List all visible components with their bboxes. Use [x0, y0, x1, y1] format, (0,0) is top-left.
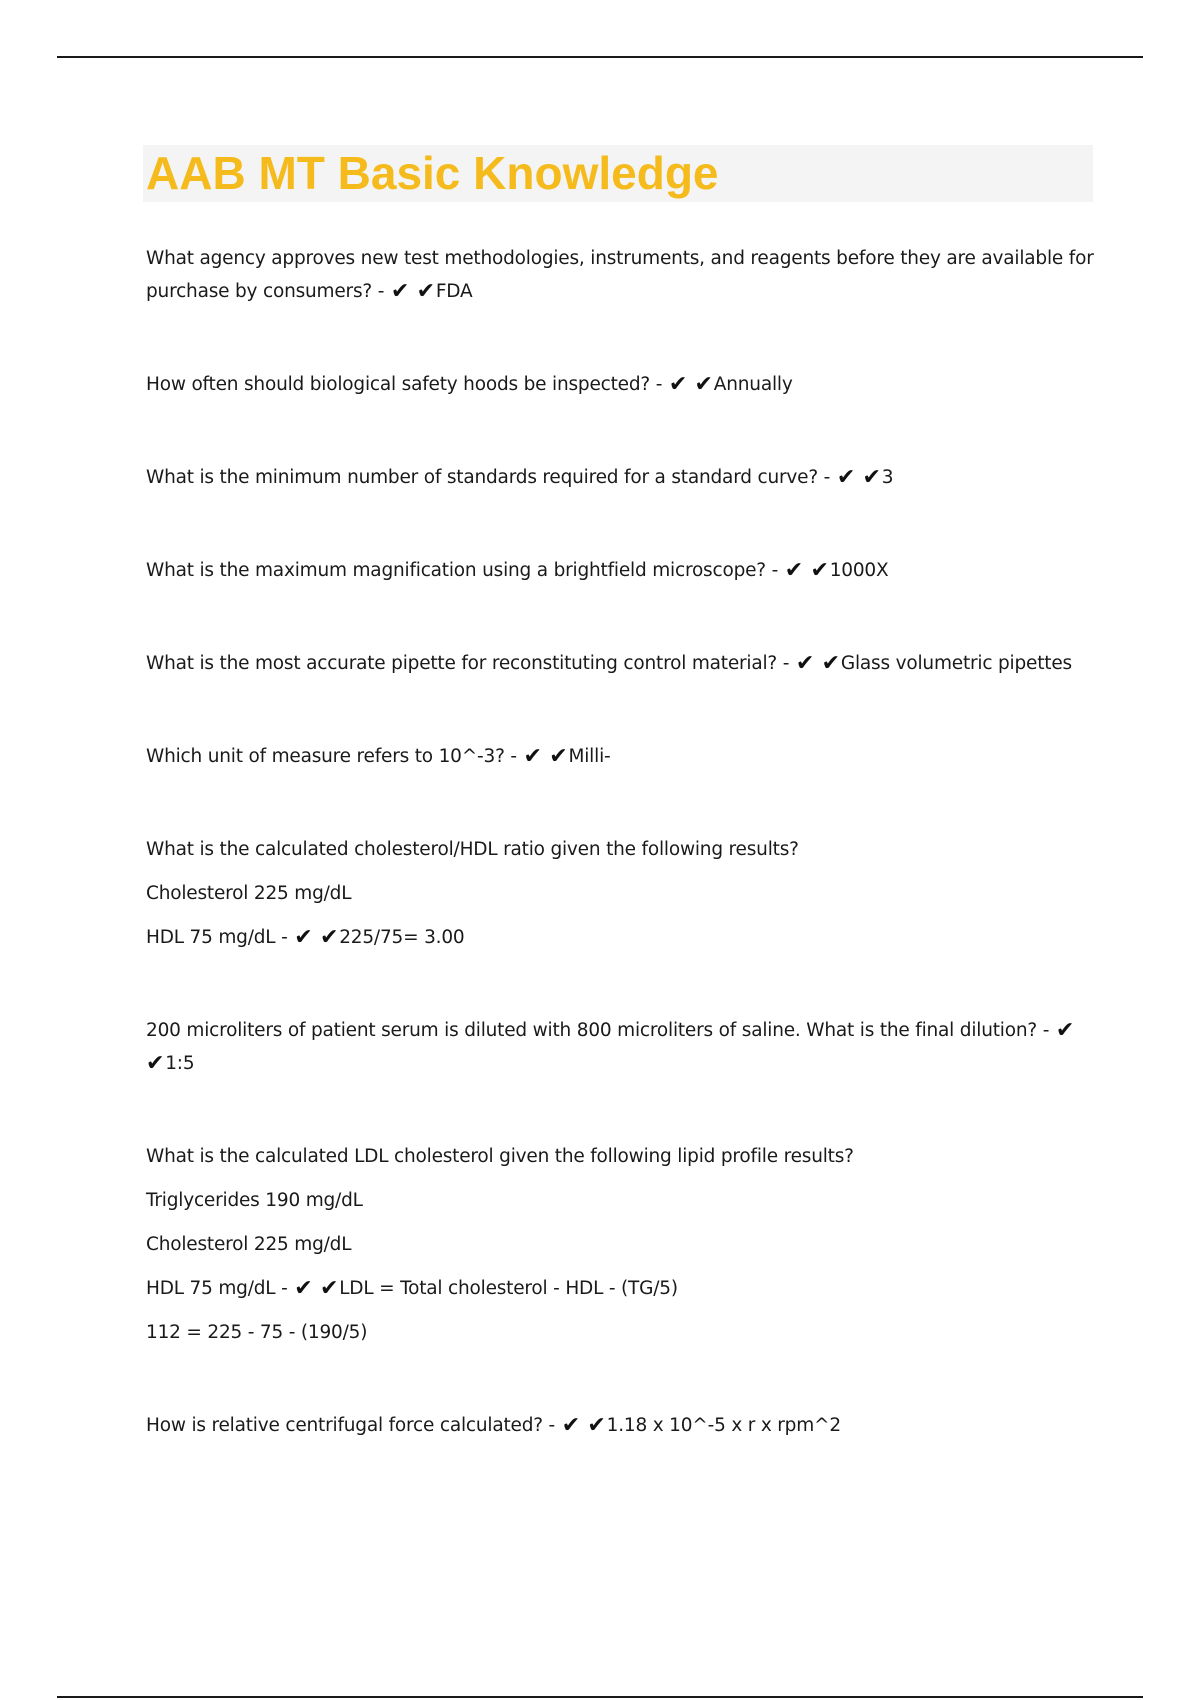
answer-separator: -: [275, 927, 294, 948]
question-text: What is the maximum magnification using a brightfield microscope?: [146, 560, 766, 581]
question-line: [146, 242, 1094, 308]
question-text: 200 microliters of patient serum is diluted with 800 microliters of saline. What is the final dilution?: [146, 1020, 1038, 1041]
double-check-icon: ✔ ✔: [294, 925, 339, 950]
double-check-icon: ✔ ✔: [561, 1413, 606, 1438]
answer-separator: -: [765, 560, 784, 581]
double-check-icon: ✔ ✔: [390, 279, 435, 304]
question-line: [146, 740, 1094, 773]
answer-text: Glass volumetric pipettes: [840, 653, 1072, 674]
qa-item: [146, 368, 1094, 401]
answer-text: LDL = Total cholesterol - HDL - (TG/5): [339, 1278, 678, 1299]
question-list: [146, 242, 1094, 1502]
question-text: How is relative centrifugal force calculated?: [146, 1415, 543, 1436]
question-context-line: Triglycerides 190 mg/dL: [146, 1190, 363, 1211]
qa-item: [146, 740, 1094, 773]
double-check-icon: ✔ ✔: [836, 465, 881, 490]
answer-text: FDA: [435, 281, 473, 302]
double-check-icon: ✔ ✔: [146, 1018, 1075, 1076]
answer-text: Annually: [713, 374, 793, 395]
double-check-icon: ✔ ✔: [294, 1276, 339, 1301]
qa-item: [146, 647, 1094, 680]
question-line: [146, 647, 1094, 680]
double-check-icon: ✔ ✔: [795, 651, 840, 676]
qa-item: [146, 461, 1094, 494]
question-text: HDL 75 mg/dL: [146, 927, 276, 948]
bottom-rule: [57, 1696, 1143, 1698]
double-check-icon: ✔ ✔: [784, 558, 829, 583]
qa-item: [146, 1140, 1094, 1349]
answer-separator: -: [777, 653, 795, 674]
double-check-icon: ✔ ✔: [523, 744, 568, 769]
question-line: [146, 1014, 1094, 1080]
answer-text: 225/75= 3.00: [339, 927, 465, 948]
qa-item: [146, 554, 1094, 587]
answer-text: 3: [881, 467, 894, 488]
question-line: [146, 1272, 1094, 1305]
question-context-line: What is the calculated LDL cholesterol given the following lipid profile results?: [146, 1146, 854, 1167]
answer-text: Milli-: [568, 746, 611, 767]
question-text: What agency approves new test methodologies, instruments, and reagents before they are available for purchase by consumers?: [146, 248, 1094, 302]
answer-text: 1000X: [829, 560, 889, 581]
question-text: What is the most accurate pipette for reconstituting control material?: [146, 653, 778, 674]
answer-separator: -: [372, 281, 390, 302]
answer-text: 1.18 x 10^-5 x r x rpm^2: [606, 1415, 841, 1436]
qa-item: [146, 833, 1094, 954]
answer-separator: -: [542, 1415, 561, 1436]
question-text: Which unit of measure refers to 10^-3?: [146, 746, 505, 767]
question-line: [146, 554, 1094, 587]
question-text: What is the minimum number of standards required for a standard curve?: [146, 467, 818, 488]
question-context-line: Cholesterol 225 mg/dL: [146, 883, 352, 904]
answer-separator: -: [275, 1278, 294, 1299]
answer-separator: -: [817, 467, 836, 488]
top-rule: [57, 56, 1143, 58]
question-line: [146, 921, 1094, 954]
question-context-line: Cholesterol 225 mg/dL: [146, 1234, 352, 1255]
answer-separator: -: [504, 746, 523, 767]
question-line: [146, 461, 1094, 494]
answer-text: 1:5: [165, 1053, 195, 1074]
qa-item: [146, 242, 1094, 308]
question-text: How often should biological safety hoods be inspected?: [146, 374, 651, 395]
page-title: AAB MT Basic Knowledge: [146, 147, 719, 199]
qa-item: [146, 1409, 1094, 1442]
answer-continuation-line: 112 = 225 - 75 - (190/5): [146, 1322, 368, 1343]
qa-item: [146, 1014, 1094, 1080]
double-check-icon: ✔ ✔: [668, 372, 713, 397]
answer-separator: -: [1037, 1020, 1055, 1041]
question-line: [146, 368, 1094, 401]
question-context-line: What is the calculated cholesterol/HDL ratio given the following results?: [146, 839, 799, 860]
question-line: [146, 1409, 1094, 1442]
answer-separator: -: [650, 374, 668, 395]
question-text: HDL 75 mg/dL: [146, 1278, 276, 1299]
